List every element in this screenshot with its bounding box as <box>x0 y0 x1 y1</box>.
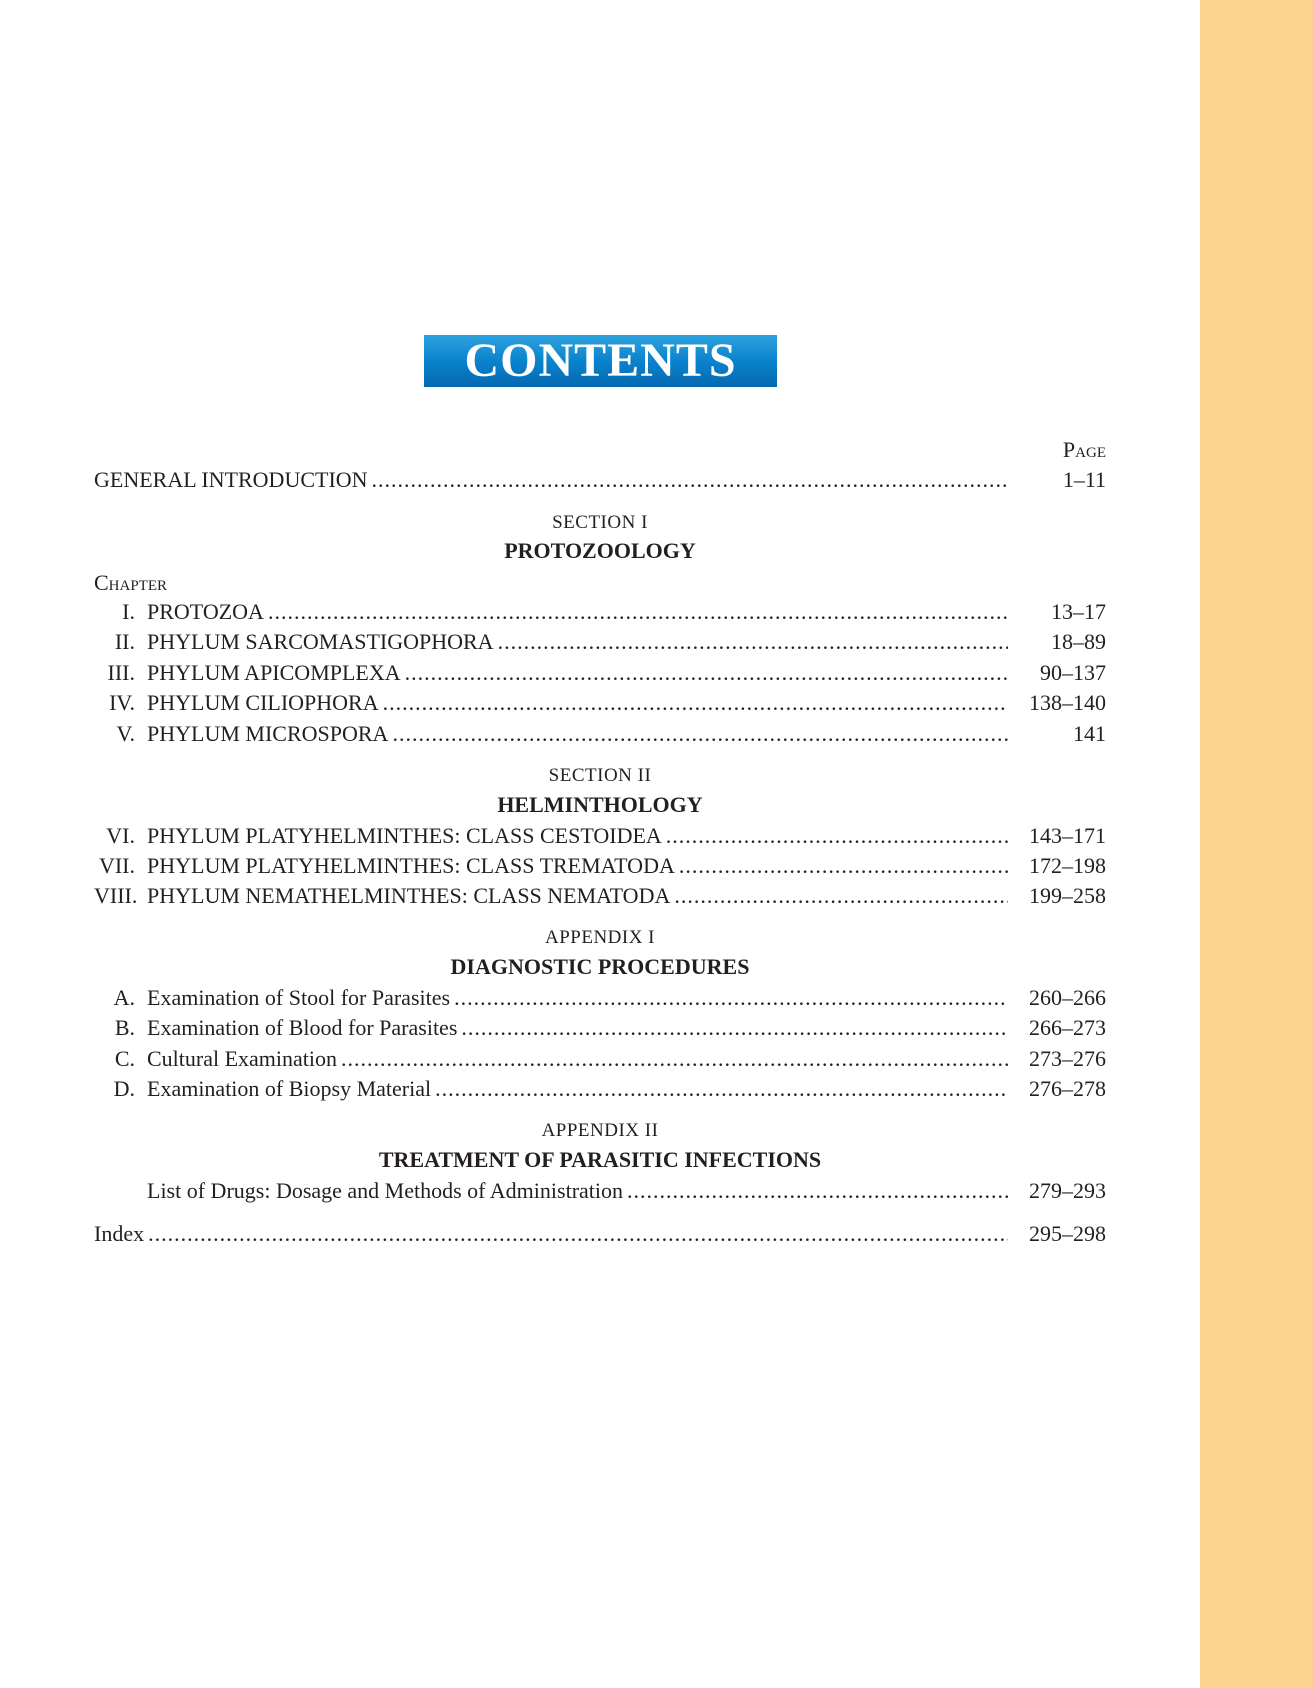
entry-pages: 199–258 <box>1029 883 1106 908</box>
entry-pages: 18–89 <box>1051 629 1106 654</box>
toc-entry[interactable] <box>94 882 1106 910</box>
toc-entry[interactable] <box>94 984 1106 1012</box>
toc-entry[interactable] <box>94 852 1106 880</box>
entry-pages: 273–276 <box>1029 1046 1106 1071</box>
appendix-2-title: TREATMENT OF PARASITIC INFECTIONS <box>378 1147 822 1172</box>
entry-pages: 172–198 <box>1029 853 1106 878</box>
entry-number: IV. <box>109 690 135 715</box>
dot-leader <box>627 1177 1008 1205</box>
entry-pages: 13–17 <box>1051 599 1106 624</box>
entry-pages: 1–11 <box>1062 467 1106 492</box>
appendix-2-label: APPENDIX II <box>541 1120 659 1141</box>
toc-entry[interactable] <box>94 628 1106 656</box>
dot-leader <box>454 984 1008 1012</box>
dot-leader <box>435 1075 1008 1103</box>
contents-title-banner <box>424 335 777 387</box>
section-2-label: SECTION II <box>548 765 652 786</box>
appendix-1-title: DIAGNOSTIC PROCEDURES <box>450 954 750 979</box>
toc-entry[interactable] <box>94 659 1106 687</box>
entry-label: PHYLUM APICOMPLEXA <box>147 660 401 685</box>
dot-leader <box>383 689 1008 717</box>
entry-number: D. <box>113 1076 135 1101</box>
entry-pages: 138–140 <box>1029 690 1106 715</box>
entry-number: VI. <box>106 823 135 848</box>
dot-leader <box>392 720 1008 748</box>
entry-label: Cultural Examination <box>147 1046 338 1071</box>
entry-number: VIII. <box>94 883 138 908</box>
entry-pages: 141 <box>1073 721 1106 746</box>
entry-pages: 295–298 <box>1029 1221 1106 1246</box>
entry-pages: 143–171 <box>1029 823 1106 848</box>
entry-label: Examination of Biopsy Material <box>147 1076 432 1101</box>
entry-pages: 276–278 <box>1029 1076 1106 1101</box>
entry-label: PHYLUM CILIOPHORA <box>147 690 379 715</box>
dot-leader <box>372 466 1008 494</box>
dot-leader <box>679 852 1008 880</box>
section-1-label: SECTION I <box>552 512 648 533</box>
contents-title: CONTENTS <box>464 334 737 387</box>
toc-entry[interactable] <box>94 689 1106 717</box>
entry-label: PHYLUM SARCOMASTIGOPHORA <box>147 629 494 654</box>
chapter-column-label: Chapter <box>94 570 168 595</box>
entry-label: PHYLUM MICROSPORA <box>147 721 389 746</box>
toc-entry[interactable] <box>94 1075 1106 1103</box>
toc-entry[interactable] <box>94 1045 1106 1073</box>
entry-number: V. <box>116 721 135 746</box>
dot-leader <box>461 1014 1008 1042</box>
dot-leader <box>148 1220 1008 1248</box>
entry-label: Examination of Blood for Parasites <box>147 1015 458 1040</box>
entry-pages: 279–293 <box>1029 1178 1106 1203</box>
section-1-title: PROTOZOOLOGY <box>504 538 696 563</box>
dot-leader <box>268 598 1008 626</box>
entry-label: PROTOZOA <box>147 599 264 624</box>
entry-number: VII. <box>98 853 135 878</box>
entry-pages: 260–266 <box>1029 985 1106 1010</box>
dot-leader <box>674 882 1008 910</box>
side-color-band <box>1200 0 1313 1688</box>
entry-label: Index <box>94 1221 145 1246</box>
appendix-1-label: APPENDIX I <box>544 927 656 948</box>
entry-label: List of Drugs: Dosage and Methods of Administration <box>147 1178 624 1203</box>
entry-label: PHYLUM NEMATHELMINTHES: CLASS NEMATODA <box>147 883 671 908</box>
entry-pages: 266–273 <box>1029 1015 1106 1040</box>
entry-number: C. <box>114 1046 135 1071</box>
entry-label: PHYLUM PLATYHELMINTHES: CLASS TREMATODA <box>147 853 675 878</box>
toc-entry[interactable] <box>94 720 1106 748</box>
dot-leader <box>666 822 1008 850</box>
dot-leader <box>341 1045 1008 1073</box>
toc-entry[interactable] <box>94 822 1106 850</box>
toc-entry[interactable] <box>94 598 1106 626</box>
toc-entry-general-introduction[interactable] <box>94 466 1106 494</box>
entry-pages: 90–137 <box>1040 660 1106 685</box>
entry-number: I. <box>122 599 135 624</box>
toc-entry-index[interactable] <box>94 1220 1106 1248</box>
entry-number: A. <box>113 985 135 1010</box>
section-2-title: HELMINTHOLOGY <box>497 792 703 817</box>
entry-label: GENERAL INTRODUCTION <box>94 467 368 492</box>
page-column-label: Page <box>1062 437 1106 462</box>
entry-number: III. <box>107 660 135 685</box>
entry-label: Examination of Stool for Parasites <box>147 985 451 1010</box>
toc-entry[interactable] <box>94 1014 1106 1042</box>
entry-label: PHYLUM PLATYHELMINTHES: CLASS CESTOIDEA <box>147 823 662 848</box>
dot-leader <box>498 628 1008 656</box>
dot-leader <box>405 659 1008 687</box>
toc-entry[interactable] <box>94 1177 1106 1205</box>
entry-number: B. <box>114 1015 135 1040</box>
entry-number: II. <box>114 629 135 654</box>
